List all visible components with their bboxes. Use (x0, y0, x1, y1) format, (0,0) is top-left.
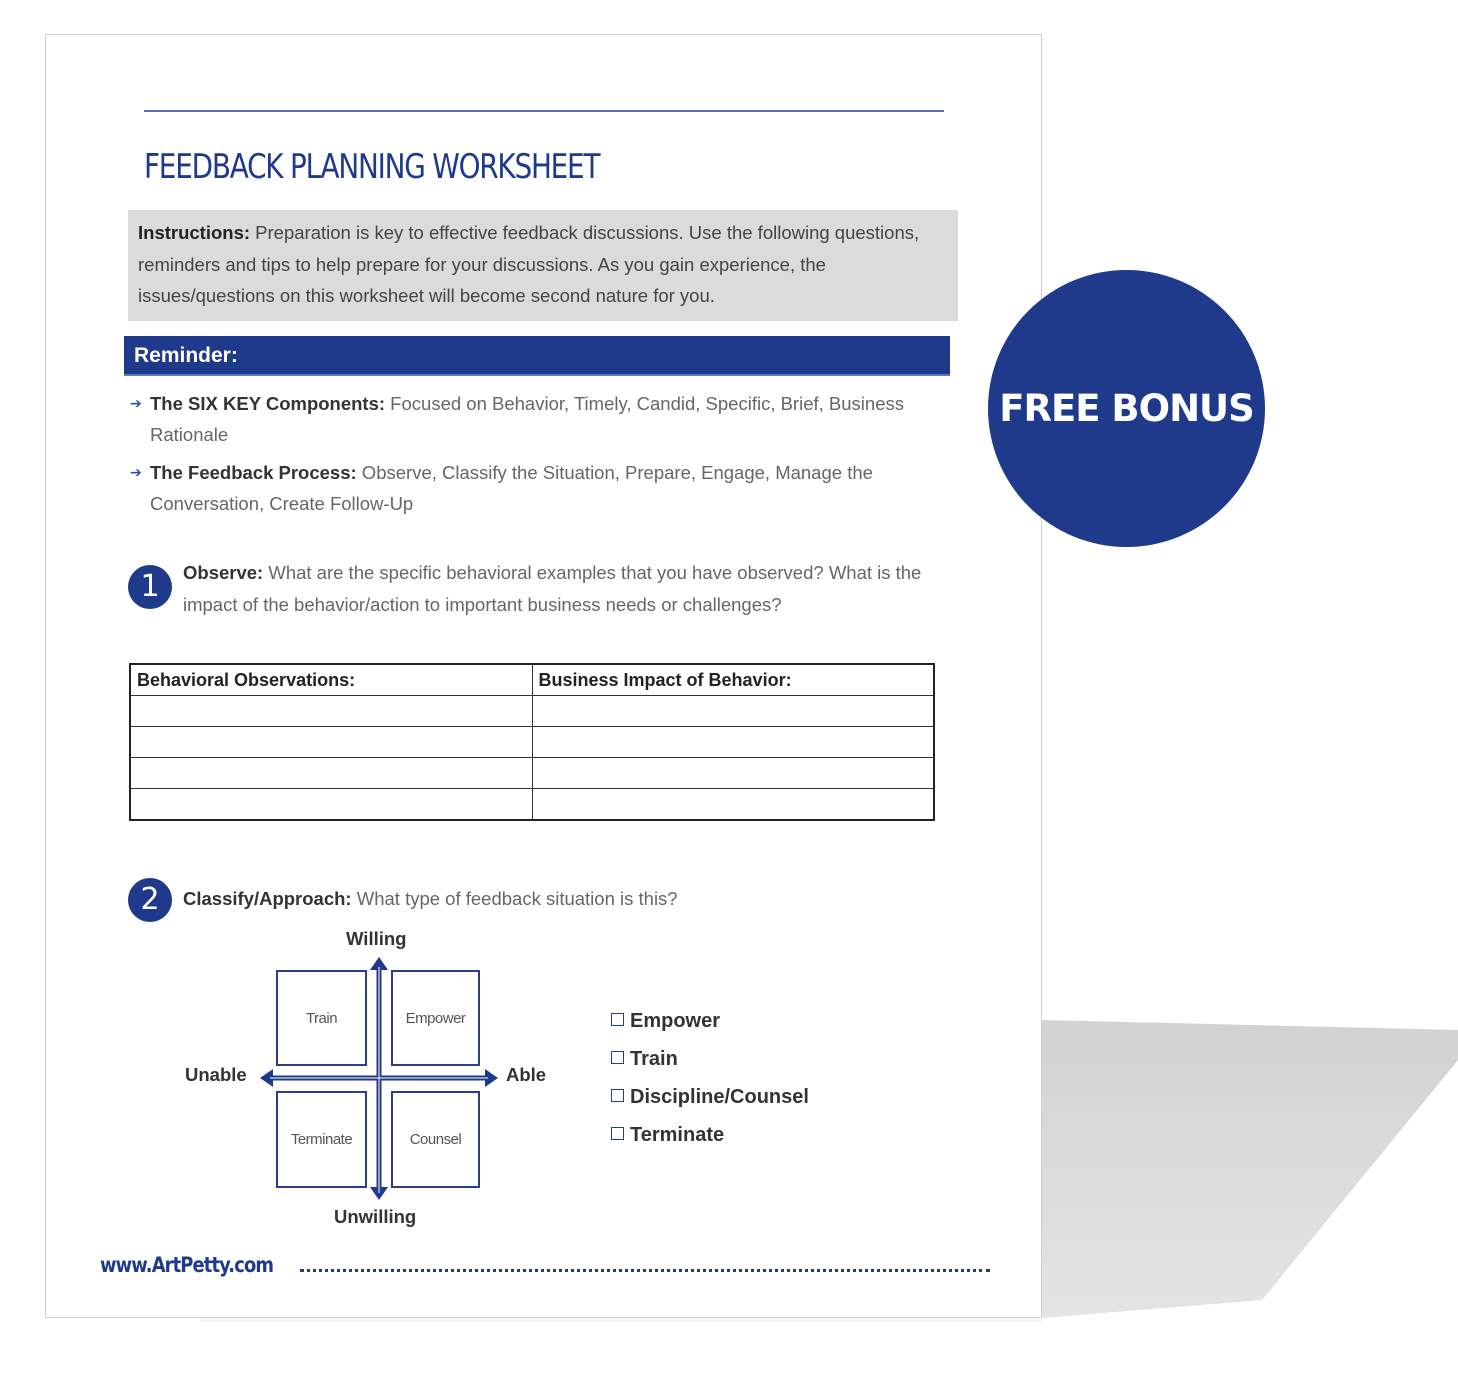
instructions-label: Instructions: (138, 222, 251, 243)
arrow-bullet-icon: ➔ (130, 464, 142, 480)
step-1-question: What are the specific behavioral examples that you have observed? What is the impact of the behavior/action to important business needs or challenges? (183, 562, 922, 615)
quadrant-counsel: Counsel (391, 1091, 480, 1188)
step-1-number: 1 (128, 565, 172, 609)
axis-label-unable: Unable (185, 1064, 247, 1085)
checkbox-icon (611, 1013, 624, 1026)
top-rule (144, 110, 944, 112)
reminder-heading: Reminder: (124, 336, 950, 376)
step-2-question: What type of feedback situation is this? (351, 888, 678, 909)
free-bonus-badge: FREE BONUS (988, 270, 1265, 547)
checkbox-label: Empower (630, 1010, 721, 1032)
checkbox-label: Train (630, 1048, 678, 1070)
reminder-item-label: The SIX KEY Components: (150, 393, 386, 414)
checkbox-label: Terminate (630, 1124, 725, 1146)
checkbox-icon (611, 1089, 624, 1102)
axis-label-unwilling: Unwilling (334, 1206, 417, 1227)
observations-table (129, 663, 935, 821)
table-cell[interactable] (532, 727, 934, 758)
quadrant-terminate: Terminate (276, 1091, 367, 1188)
reminder-item-text: Observe, Classify the Situation, Prepare, Engage, Manage the Conversation, Create Follow-Up (150, 462, 873, 514)
axis-label-able: Able (506, 1064, 547, 1085)
reminder-item-label: The Feedback Process: (150, 462, 357, 483)
checkbox-label: Discipline/Counsel (630, 1086, 809, 1108)
worksheet-title: FEEDBACK PLANNING WORKSHEET (144, 147, 600, 187)
instructions-text: Preparation is key to effective feedback discussions. Use the following questions, reminders and tips to help prepare for your discussions. As you gain experience, the issues/questions on this worksheet will become second nature for you. (138, 222, 920, 306)
table-cell[interactable] (532, 696, 934, 727)
reminder-item (130, 388, 930, 450)
table-cell[interactable] (532, 789, 934, 821)
table-row (130, 696, 934, 727)
checkbox-train[interactable] (611, 1048, 678, 1071)
arrow-bullet-icon: ➔ (130, 395, 142, 411)
step-1-text (183, 557, 943, 620)
reminder-item-text: Focused on Behavior, Timely, Candid, Specific, Brief, Business Rationale (150, 393, 904, 445)
step-2-label: Classify/Approach: (183, 888, 352, 909)
checkbox-empower[interactable] (611, 1010, 720, 1033)
checkbox-terminate[interactable] (611, 1124, 724, 1147)
table-row (130, 758, 934, 789)
footer-url[interactable]: www.ArtPetty.com (100, 1253, 274, 1277)
table-cell[interactable] (130, 727, 532, 758)
table-cell[interactable] (130, 789, 532, 821)
quadrant-train: Train (276, 970, 367, 1066)
worksheet-page (45, 34, 1042, 1318)
quadrant-empower: Empower (391, 970, 480, 1066)
reminder-list (130, 388, 930, 526)
table-cell[interactable] (532, 758, 934, 789)
checkbox-icon (611, 1051, 624, 1064)
matrix-axes-icon (256, 955, 501, 1205)
table-cell[interactable] (130, 696, 532, 727)
step-2-number: 2 (128, 878, 172, 922)
instructions-box (128, 210, 958, 321)
axis-label-willing: Willing (346, 928, 407, 949)
table-header-observations: Behavioral Observations: (130, 664, 532, 696)
checkbox-discipline-counsel[interactable] (611, 1086, 809, 1109)
table-header-row (130, 664, 934, 696)
table-row (130, 789, 934, 821)
footer-dotted-rule (300, 1269, 990, 1272)
table-cell[interactable] (130, 758, 532, 789)
table-header-impact: Business Impact of Behavior: (532, 664, 934, 696)
reminder-item (130, 457, 930, 519)
checkbox-icon (611, 1127, 624, 1140)
table-row (130, 727, 934, 758)
step-1-label: Observe: (183, 562, 264, 583)
step-2-text (183, 883, 943, 915)
